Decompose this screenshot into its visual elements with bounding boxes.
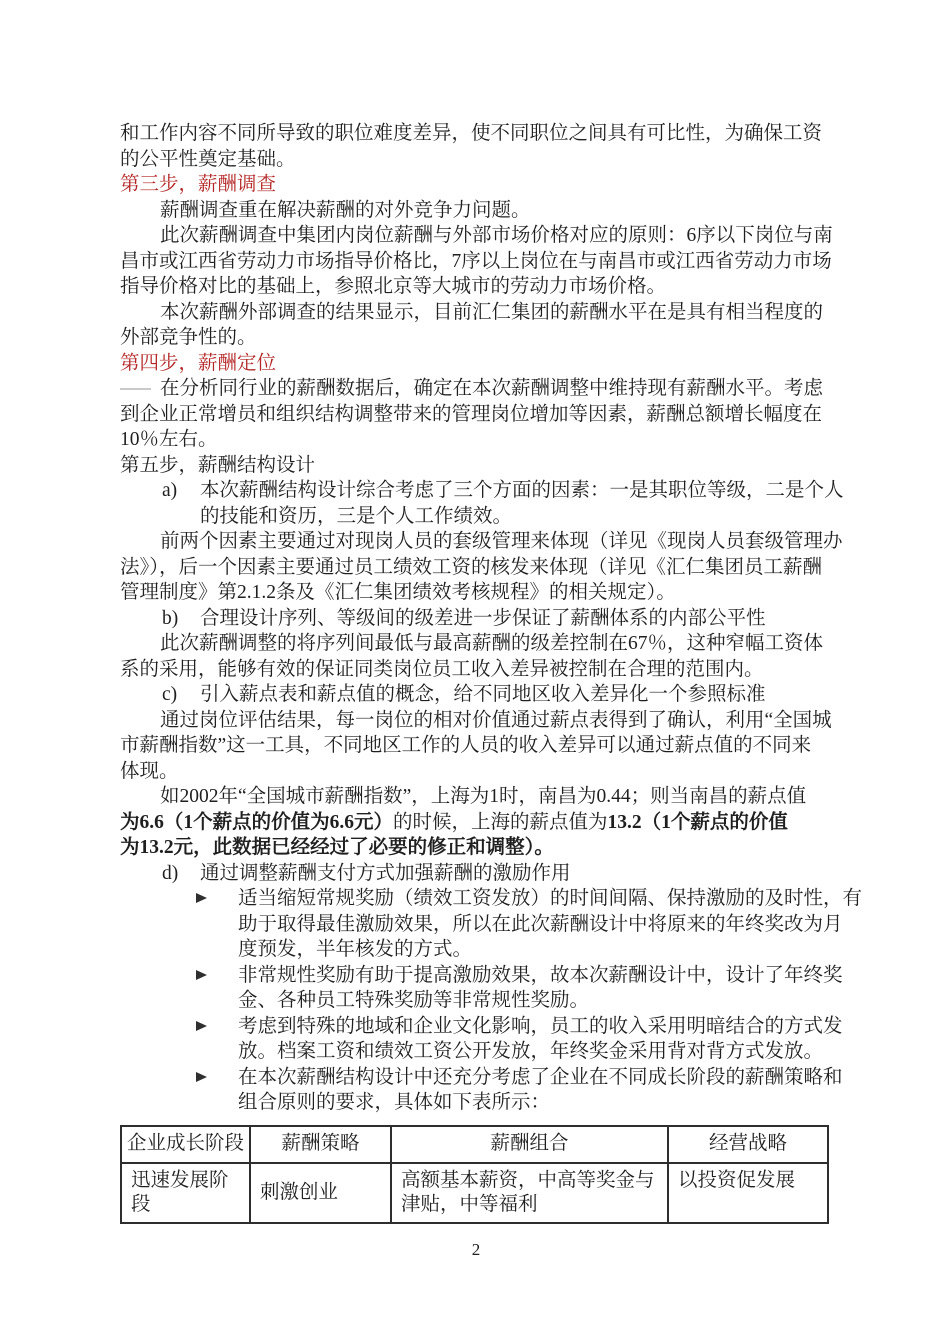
arrowhead-bullet-icon (196, 970, 207, 980)
bullet-item (120, 1065, 843, 1091)
paragraph-line: 的技能和资历，三是个人工作绩效。 (200, 505, 513, 527)
list-item-d (120, 861, 832, 887)
paragraph-line: 此次薪酬调整的将序列间最低与最高薪酬的级差控制在67％，这种窄幅工资体 (160, 633, 824, 654)
paragraph-line: 到企业正常增员和组织结构调整带来的管理岗位增加等因素，薪酬总额增长幅度在 (120, 403, 823, 425)
list-marker: d) (162, 862, 179, 884)
bullet-continuation: 度预发，半年核发的方式。 (238, 939, 473, 960)
bullet-continuation: 金、各种员工特殊奖励等非常规性奖励。 (238, 990, 590, 1011)
table-row (121, 1163, 828, 1223)
list-marker: b) (162, 607, 179, 629)
paragraph-line: 指导价格对比的基础上，参照北京等大城市的劳动力市场价格。 (120, 276, 667, 297)
arrowhead-bullet-icon (196, 1021, 207, 1031)
arrowhead-bullet-icon (196, 893, 207, 903)
paragraph-line: 前两个因素主要通过对现岗人员的套级管理来体现（详见《现岗人员套级管理办 (160, 531, 843, 552)
table-header-cell: 经营战略 (668, 1126, 828, 1163)
bullet-text: 考虑到特殊的地域和企业文化影响，员工的收入采用明暗结合的方式发 (238, 1015, 843, 1037)
paragraph-line: 10％左右。 (120, 429, 218, 450)
bold-text: 为13.2元，此数据已经经过了必要的修正和调整）。 (120, 837, 554, 858)
paragraph-line: 市薪酬指数”这一工具，不同地区工作的人员的收入差异可以通过薪点值的不同来 (120, 735, 812, 756)
bold-text: 为6.6（1个薪点的价值为6.6元） (120, 811, 394, 833)
paragraph-line: 体现。 (120, 760, 179, 782)
paragraph-line (120, 810, 832, 836)
list-item-c (120, 682, 832, 708)
paragraph-line: 管理制度》第2.1.2条及《汇仁集团绩效考核规程》的相关规定）。 (120, 582, 676, 603)
revision-dash-mark (120, 388, 151, 390)
list-marker: c) (162, 684, 178, 705)
bullet-item (120, 963, 843, 989)
paragraph-line: 系的采用，能够有效的保证同类岗位员工收入差异被控制在合理的范围内。 (120, 658, 764, 680)
table-header-cell: 薪酬组合 (391, 1126, 668, 1163)
table-header-row (121, 1126, 828, 1163)
bullet-text: 在本次薪酬结构设计中还充分考虑了企业在不同成长阶段的薪酬策略和 (238, 1066, 843, 1088)
bold-text: 13.2（1个薪点的价值 (607, 811, 788, 833)
step-heading-3: 第三步，薪酬调查 (120, 174, 277, 195)
table-header-cell: 企业成长阶段 (121, 1126, 250, 1163)
bullet-continuation: 组合原则的要求，具体如下表所示： (238, 1092, 551, 1113)
paragraph-line: 本次薪酬外部调查的结果显示，目前汇仁集团的薪酬水平在是具有相当程度的 (160, 301, 824, 323)
bullet-item (120, 886, 863, 912)
arrowhead-bullet-icon (196, 1072, 207, 1082)
paragraph-line: 昌市或江西省劳动力市场指导价格比，7序以上岗位在与南昌市或江西省劳动力市场 (120, 250, 832, 272)
bullet-continuation: 助于取得最佳激励效果，所以在此次薪酬设计中将原来的年终奖改为月 (238, 913, 843, 935)
paragraph-line: 法》），后一个因素主要通过员工绩效工资的核发来体现（详见《汇仁集团员工薪酬 (120, 556, 823, 578)
paragraph-text: 的时候，上海的薪点值为 (393, 811, 608, 833)
list-item-b (120, 606, 832, 632)
paragraph-line: 和工作内容不同所导致的职位难度差异，使不同职位之间具有可比性，为确保工资 (120, 123, 823, 144)
paragraph-line (120, 376, 832, 402)
step-heading-5: 第五步，薪酬结构设计 (120, 454, 316, 476)
table-header-cell: 薪酬策略 (250, 1126, 391, 1163)
paragraph-line: 薪酬调查重在解决薪酬的对外竞争力问题。 (160, 199, 531, 221)
bullet-continuation: 放。档案工资和绩效工资公开发放，年终奖金采用背对背方式发放。 (238, 1041, 824, 1062)
table-cell: 高额基本薪资，中高等奖金与津贴，中等福利 (391, 1163, 668, 1223)
list-item-text: 通过调整薪酬支付方式加强薪酬的激励作用 (200, 862, 571, 884)
list-item-text: 合理设计序列、等级间的级差进一步保证了薪酬体系的内部公平性 (200, 607, 766, 629)
document-body (120, 121, 863, 1224)
page-number: 2 (471, 1240, 481, 1259)
compensation-strategy-table (120, 1125, 829, 1224)
step-heading-4: 第四步，薪酬定位 (120, 352, 277, 374)
table-cell: 刺激创业 (250, 1163, 391, 1223)
list-item-a (120, 478, 844, 504)
list-item-text: 本次薪酬结构设计综合考虑了三个方面的因素：一是其职位等级，二是个人 (200, 480, 844, 501)
table-cell: 迅速发展阶段 (121, 1163, 250, 1223)
bullet-text: 适当缩短常规奖励（绩效工资发放）的时间间隔、保持激励的及时性，有 (238, 888, 863, 909)
table-cell: 以投资促发展 (668, 1163, 828, 1223)
bullet-text: 非常规性奖励有助于提高激励效果，故本次薪酬设计中，设计了年终奖 (238, 964, 843, 986)
list-item-text: 引入薪点表和薪点值的概念，给不同地区收入差异化一个参照标准 (200, 684, 766, 705)
paragraph-line: 通过岗位评估结果，每一岗位的相对价值通过薪点表得到了确认，利用“全国城 (160, 709, 832, 731)
paragraph-line: 外部竞争性的。 (120, 327, 257, 348)
paragraph-line (120, 835, 832, 861)
bullet-item (120, 1014, 843, 1040)
paragraph-text: 在分析同行业的薪酬数据后，确定在本次薪酬调整中维持现有薪酬水平。考虑 (160, 378, 824, 399)
paragraph-line: 的公平性奠定基础。 (120, 148, 296, 170)
list-marker: a) (162, 480, 178, 501)
paragraph-line: 如2002年“全国城市薪酬指数”，上海为1时，南昌为0.44；则当南昌的薪点值 (160, 786, 807, 807)
paragraph-line: 此次薪酬调查中集团内岗位薪酬与外部市场价格对应的原则：6序以下岗位与南 (160, 225, 833, 246)
